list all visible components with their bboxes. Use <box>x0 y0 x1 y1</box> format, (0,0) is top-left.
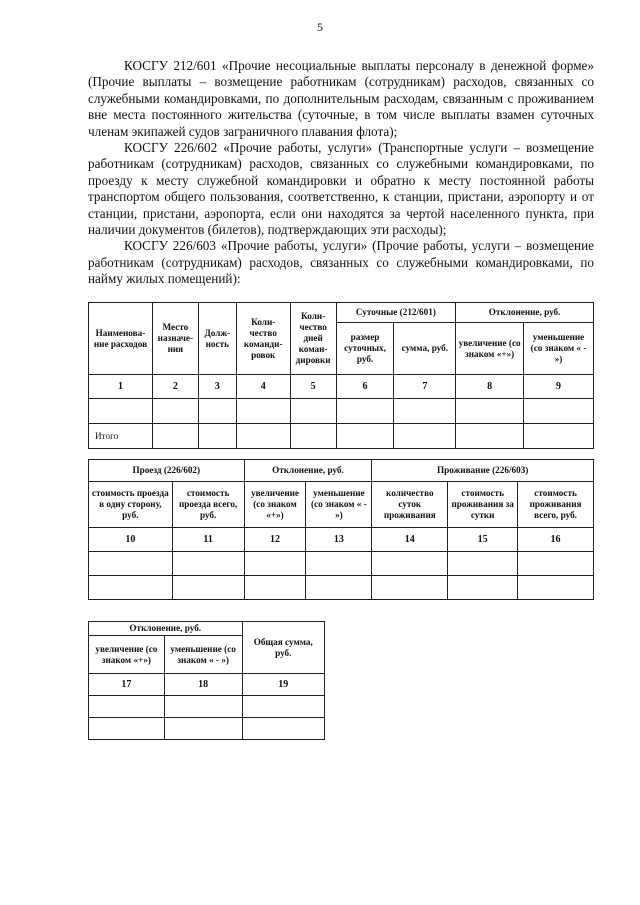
table-cell[interactable] <box>448 552 518 576</box>
column-number: 7 <box>394 375 456 399</box>
page-number: 5 <box>317 20 323 34</box>
table-cell[interactable] <box>456 424 524 449</box>
table-cell[interactable] <box>152 424 198 449</box>
header-travel-group: Проезд (226/602) <box>89 460 245 482</box>
header-decrease: уменьшение (со знаком « - ») <box>524 323 594 375</box>
table-row <box>89 696 325 718</box>
total-label: Итого <box>89 424 153 449</box>
table-cell[interactable] <box>198 399 236 424</box>
header-trip-count: Коли-чество команди-ровок <box>236 303 290 375</box>
column-number: 15 <box>448 528 518 552</box>
header-travel-total: стоимость проезда всего, руб. <box>172 482 244 528</box>
header-trip-days: Коли-чество дней коман-дировки <box>290 303 336 375</box>
table-cell[interactable] <box>394 399 456 424</box>
table-row <box>89 718 325 740</box>
table-cell[interactable] <box>152 399 198 424</box>
column-numbers-row <box>89 528 594 552</box>
column-number: 17 <box>89 674 165 696</box>
table-cell[interactable] <box>336 424 394 449</box>
column-number: 9 <box>524 375 594 399</box>
paragraph-kosgu-226-602: КОСГУ 226/602 «Прочие работы, услуги» (Транспортные услуги – возмещение работникам (сотрудникам) расходов, связанных со служебными командировками, по проезду к месту служебной командировки и обратно к месту постоянной работы транспортом общего пользования, соответственно, к станции, пристани, аэропорту и от станции, пристани, аэропорта, если они находятся за чертой населенного пункта, при наличии документов (билетов), подтверждающих эти расходы); <box>88 140 594 238</box>
table-cell[interactable] <box>89 718 165 740</box>
table-row <box>89 576 594 600</box>
column-number: 4 <box>236 375 290 399</box>
table-row <box>89 552 594 576</box>
deviation-total-table <box>88 621 325 740</box>
column-number: 12 <box>244 528 306 552</box>
header-expense-name: Наименова-ние расходов <box>89 303 153 375</box>
column-number: 11 <box>172 528 244 552</box>
header-daily-size: размер суточных, руб. <box>336 323 394 375</box>
header-living-per-day: стоимость проживания за сутки <box>448 482 518 528</box>
column-numbers-row <box>89 375 594 399</box>
table-cell[interactable] <box>306 552 372 576</box>
table-cell[interactable] <box>198 424 236 449</box>
travel-living-table <box>88 459 594 600</box>
table-cell[interactable] <box>372 552 448 576</box>
column-number: 16 <box>518 528 594 552</box>
column-numbers-row <box>89 674 325 696</box>
table-cell[interactable] <box>172 576 244 600</box>
table-cell[interactable] <box>242 696 324 718</box>
table-cell[interactable] <box>394 424 456 449</box>
header-daily-sum: сумма, руб. <box>394 323 456 375</box>
header-destination: Место назначе-ния <box>152 303 198 375</box>
table-cell[interactable] <box>242 718 324 740</box>
column-number: 13 <box>306 528 372 552</box>
paragraph-kosgu-226-603: КОСГУ 226/603 «Прочие работы, услуги» (Прочие работы, услуги – возмещение работникам (сотрудникам) расходов, связанных со служебными командировками, по найму жилых помещений): <box>88 238 594 287</box>
table-cell[interactable] <box>244 576 306 600</box>
expenses-table <box>88 302 594 449</box>
table-cell[interactable] <box>290 424 336 449</box>
header-travel-one-way: стоимость проезда в одну сторону, руб. <box>89 482 173 528</box>
table-cell[interactable] <box>336 399 394 424</box>
table-cell[interactable] <box>164 718 242 740</box>
header-position: Долж-ность <box>198 303 236 375</box>
header-living-group: Проживание (226/603) <box>372 460 594 482</box>
column-number: 6 <box>336 375 394 399</box>
header-increase: увеличение (со знаком «+») <box>89 636 165 674</box>
table-cell[interactable] <box>244 552 306 576</box>
header-deviation-group: Отклонение, руб. <box>244 460 372 482</box>
table-cell[interactable] <box>236 399 290 424</box>
header-total-sum: Общая сумма, руб. <box>242 622 324 674</box>
header-living-total: стоимость проживания всего, руб. <box>518 482 594 528</box>
header-daily-group: Суточные (212/601) <box>336 303 456 323</box>
total-row <box>89 424 594 449</box>
table-cell[interactable] <box>524 399 594 424</box>
column-number: 3 <box>198 375 236 399</box>
table-cell[interactable] <box>448 576 518 600</box>
table-cell[interactable] <box>172 552 244 576</box>
header-living-days: количество суток проживания <box>372 482 448 528</box>
header-decrease: уменьшение (со знаком « - ») <box>164 636 242 674</box>
table-cell[interactable] <box>164 696 242 718</box>
table-cell[interactable] <box>290 399 336 424</box>
table-cell[interactable] <box>89 696 165 718</box>
table-row <box>89 399 594 424</box>
column-number: 2 <box>152 375 198 399</box>
table-cell[interactable] <box>456 399 524 424</box>
table-cell[interactable] <box>372 576 448 600</box>
table-cell[interactable] <box>89 399 153 424</box>
table-cell[interactable] <box>236 424 290 449</box>
header-deviation-group: Отклонение, руб. <box>89 622 243 636</box>
paragraph-kosgu-212-601: КОСГУ 212/601 «Прочие несоциальные выплаты персоналу в денежной форме» (Прочие выплаты – возмещение работникам (сотрудникам) расходов, связанных со служебными командировками, по дополнительным расходам, связанным с проживанием вне места постоянного жительства (суточные, в том числе выплаты взамен суточных членам экипажей судов заграничного плавания флота); <box>88 58 594 139</box>
column-number: 10 <box>89 528 173 552</box>
header-increase: увеличение (со знаком «+») <box>244 482 306 528</box>
table-cell[interactable] <box>518 576 594 600</box>
column-number: 18 <box>164 674 242 696</box>
body-text <box>88 58 594 288</box>
table-cell[interactable] <box>524 424 594 449</box>
header-increase: увеличение (со знаком «+») <box>456 323 524 375</box>
header-deviation-group: Отклонение, руб. <box>456 303 594 323</box>
table-cell[interactable] <box>89 576 173 600</box>
column-number: 8 <box>456 375 524 399</box>
column-number: 14 <box>372 528 448 552</box>
table-cell[interactable] <box>89 552 173 576</box>
column-number: 19 <box>242 674 324 696</box>
table-cell[interactable] <box>518 552 594 576</box>
header-decrease: уменьшение (со знаком « - ») <box>306 482 372 528</box>
column-number: 1 <box>89 375 153 399</box>
table-cell[interactable] <box>306 576 372 600</box>
column-number: 5 <box>290 375 336 399</box>
